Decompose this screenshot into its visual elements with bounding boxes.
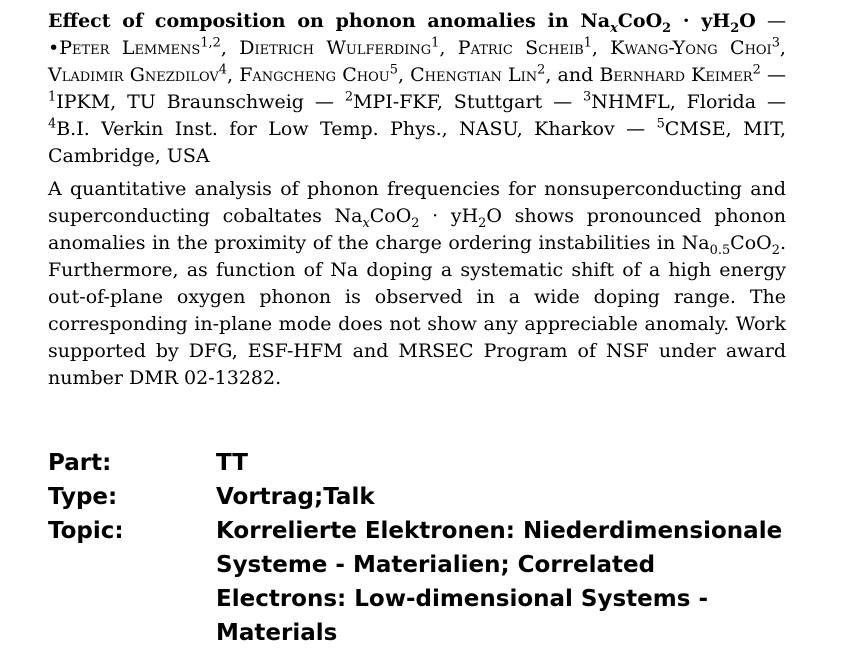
abstract-text: O shows pronounced phonon anomalies in the proximity of the charge ordering instabilities in Na [48,205,786,254]
presenter-bullet: • [48,37,60,59]
affiliation-number: 2 [344,89,354,105]
affiliation-text: NHMFL, Florida [591,91,757,113]
author-name: Vladimir Gnezdilov [48,64,219,86]
part-row [48,446,786,480]
type-value: Vortrag;Talk [216,484,375,510]
abstract-body [48,176,786,392]
part-label: Part: [48,450,112,476]
title-text: Effect of composition on phonon anomalies in Na [48,10,611,32]
abstract-page [48,8,786,392]
author-name: Fangcheng Chou [239,64,390,86]
separator: — [553,91,573,113]
abstract-sub: 2 [771,242,780,258]
topic-value: Korrelierte Elektronen: Niederdimensionale Systeme - Materialien; Correlated Electrons: Low-dimensional Systems - Materials [216,518,783,646]
affiliation-text: IPKM, TU Braunschweig [56,91,304,113]
title-text-after: · yH [682,10,731,32]
abstract-header: Effect of composition on phonon anomalies in $Na_xCoO_2 \cdot yH_2O$ — •Peter Lemmens$^{1,2}$, Dietrich Wulferding$^1$, Patric Scheib$^1$, Kwang-Yong Choi$^3$, Vladimir Gnezdilov$^4$, Fangcheng Chou$^5$, Chengtian Lin$^2$, and Bernhard Keimer$^2$ — $^1$IPKM, TU Braunschweig — $^2$MPI-FKF, Stuttgart — $^3$NHMFL, Florida — $^4$B.I. Verkin Inst. for Low Temp. Phys., NASU, Kharkov — $^5$CMSE, MIT, Cambridge, USA [48,10,786,167]
author-affil: 4 [218,62,227,78]
abstract-text: CoO [730,232,772,254]
author-name: Chengtian Lin [410,64,538,86]
separator: — [766,91,786,113]
abstract-text: . Furthermore, as function of Na doping a systematic shift of a high energy out-of-plane oxygen phonon is observed in a wide doping range. The corresponding in-plane mode does not show any appreciable anomaly. Work supported by DFG, ESF-HFM and MRSEC Program of NSF under award number DMR 02-13282. [48,232,786,389]
abstract-text: A quantitative analysis of phonon frequencies for nonsuperconducting and superconducting cobaltates Na [48,178,786,227]
affiliation-text: B.I. Verkin Inst. for Low Temp. Phys., NASU, Kharkov [56,118,615,140]
title-sub-2: 2 [662,20,672,36]
separator: — [314,91,334,113]
author-affil: 2 [752,62,761,78]
abstract-sub: 2 [478,215,487,231]
affiliation-number: 4 [48,116,57,132]
author-name: Peter Lemmens [59,37,201,59]
title-sub-x: x [610,20,618,36]
author-affil: 1 [583,35,592,51]
abstract-text: CoO [369,205,412,227]
author-name: Dietrich Wulferding [239,37,432,59]
author-affil: 1,2 [200,35,221,51]
author-conjunction: and [557,64,594,86]
affiliation-number: 1 [48,89,57,105]
title-text-co: CoO [617,10,663,32]
session-metadata [48,446,786,650]
type-row [48,480,786,514]
abstract-title [48,10,756,36]
affiliation-text: MPI-FKF, Stuttgart [353,91,543,113]
title-text-o: O [739,10,756,32]
separator: — [626,118,646,140]
author-affil: 5 [389,62,398,78]
separator: — [766,64,786,86]
affiliation-number: 3 [583,89,592,105]
topic-label: Topic: [48,518,124,544]
abstract-sub: x [362,215,370,231]
author-name: Kwang-Yong Choi [610,37,772,59]
author-affil: 1 [431,35,440,51]
part-value: TT [216,450,248,476]
separator: — [767,10,786,32]
author-name: Bernhard Keimer [599,64,753,86]
abstract-sub: 0.5 [709,242,731,258]
affiliation-number: 5 [656,116,665,132]
title-sub-h2: 2 [730,20,740,36]
topic-row [48,514,786,650]
abstract-sub: 2 [411,215,420,231]
affiliation-text: CMSE, MIT, Cambridge, USA [48,118,786,167]
author-name: Patric Scheib [457,37,584,59]
author-affil: 2 [537,62,546,78]
type-label: Type: [48,484,118,510]
abstract-text: · yH [419,205,479,227]
author-affil: 3 [771,35,780,51]
